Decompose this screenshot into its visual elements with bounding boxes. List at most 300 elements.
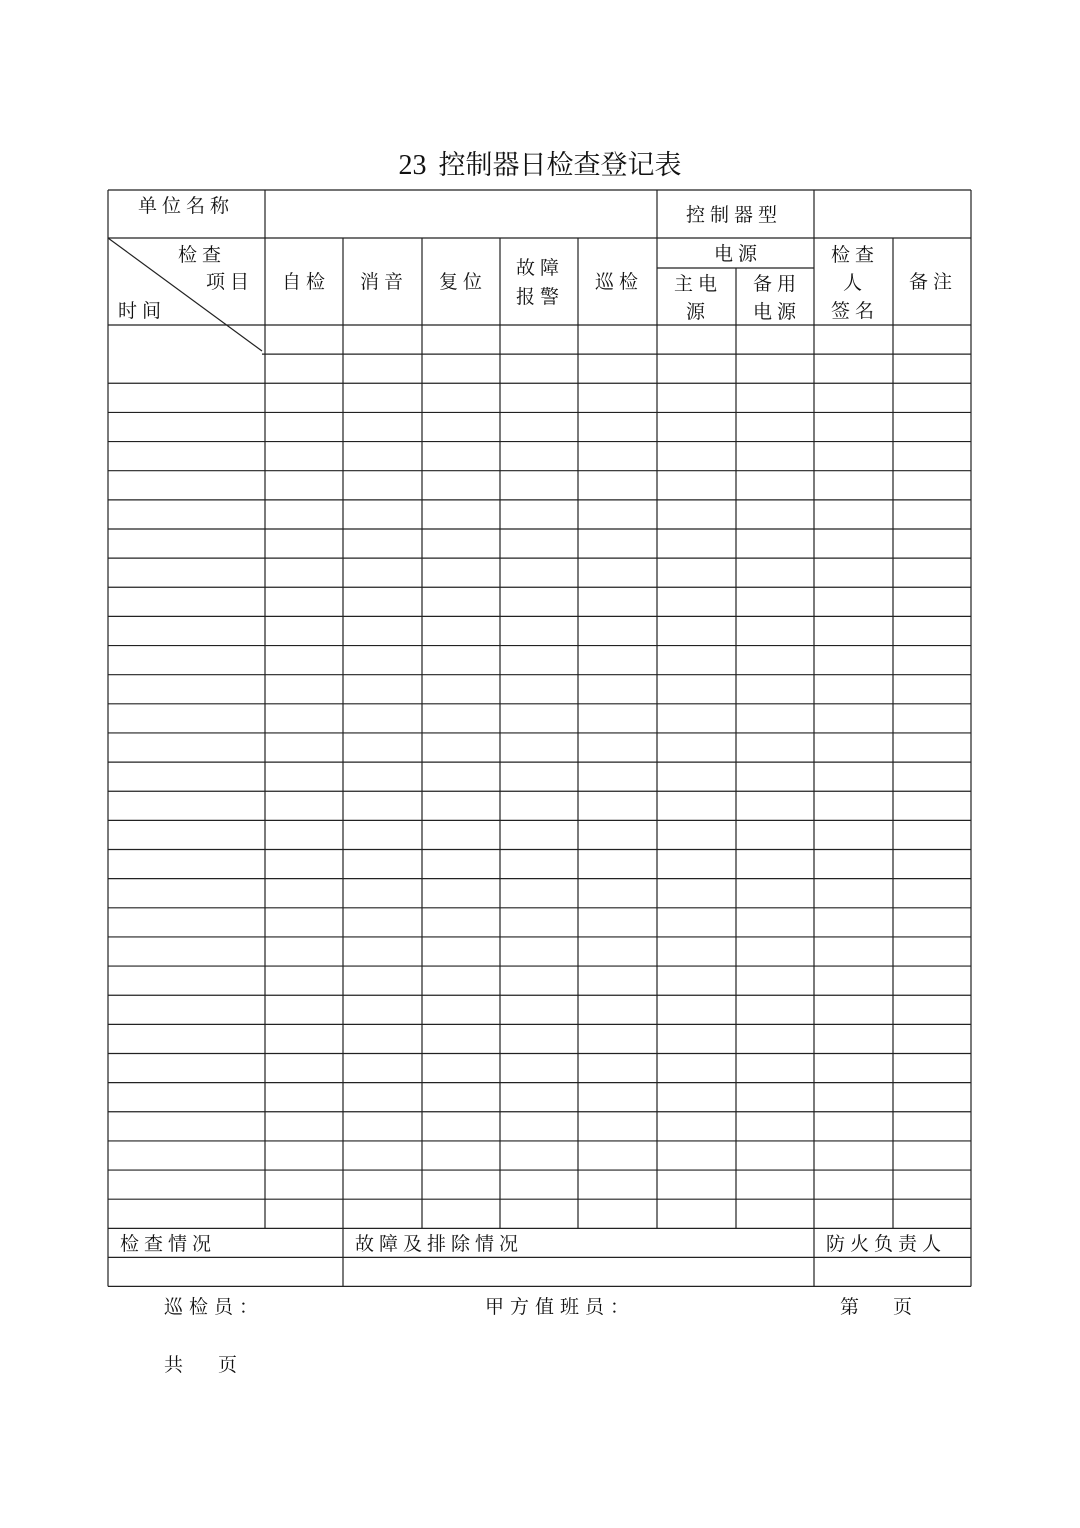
entry-cell[interactable] <box>658 501 735 528</box>
entry-cell[interactable] <box>579 705 656 732</box>
entry-cell[interactable] <box>737 763 813 790</box>
entry-cell[interactable] <box>815 851 892 878</box>
entry-cell[interactable] <box>815 443 892 470</box>
entry-cell[interactable] <box>109 676 264 703</box>
entry-cell[interactable] <box>815 1142 892 1169</box>
entry-cell[interactable] <box>737 938 813 965</box>
entry-cell[interactable] <box>109 792 264 819</box>
entry-cell[interactable] <box>579 326 656 353</box>
entry-cell[interactable] <box>815 705 892 732</box>
entry-cell[interactable] <box>423 1171 499 1198</box>
entry-cell[interactable] <box>815 1113 892 1140</box>
entry-cell[interactable] <box>423 1025 499 1052</box>
entry-cell[interactable] <box>423 617 499 644</box>
entry-cell[interactable] <box>423 588 499 615</box>
entry-cell[interactable] <box>344 1142 421 1169</box>
entry-cell[interactable] <box>579 1200 656 1227</box>
entry-cell[interactable] <box>815 938 892 965</box>
entry-cell[interactable] <box>423 909 499 936</box>
entry-cell[interactable] <box>109 1142 264 1169</box>
entry-cell[interactable] <box>815 559 892 586</box>
entry-cell[interactable] <box>266 909 342 936</box>
entry-cell[interactable] <box>658 617 735 644</box>
entry-cell[interactable] <box>344 384 421 411</box>
entry-cell[interactable] <box>423 1084 499 1111</box>
entry-cell[interactable] <box>579 938 656 965</box>
entry-cell[interactable] <box>737 734 813 761</box>
entry-cell[interactable] <box>815 967 892 994</box>
entry-cell[interactable] <box>894 734 970 761</box>
entry-cell[interactable] <box>344 792 421 819</box>
entry-cell[interactable] <box>109 588 264 615</box>
entry-cell[interactable] <box>109 705 264 732</box>
entry-cell[interactable] <box>579 355 656 382</box>
entry-cell[interactable] <box>344 705 421 732</box>
entry-cell[interactable] <box>579 559 656 586</box>
entry-cell[interactable] <box>658 938 735 965</box>
entry-cell[interactable] <box>266 384 342 411</box>
entry-cell[interactable] <box>658 1055 735 1082</box>
entry-cell[interactable] <box>501 996 577 1023</box>
entry-cell[interactable] <box>658 530 735 557</box>
entry-cell[interactable] <box>658 559 735 586</box>
entry-cell[interactable] <box>658 705 735 732</box>
entry-cell[interactable] <box>501 559 577 586</box>
entry-cell[interactable] <box>344 763 421 790</box>
entry-cell[interactable] <box>109 326 264 353</box>
entry-cell[interactable] <box>894 763 970 790</box>
entry-cell[interactable] <box>423 851 499 878</box>
entry-cell[interactable] <box>658 384 735 411</box>
entry-cell[interactable] <box>894 792 970 819</box>
entry-cell[interactable] <box>266 676 342 703</box>
entry-cell[interactable] <box>815 996 892 1023</box>
entry-cell[interactable] <box>579 1055 656 1082</box>
entry-cell[interactable] <box>737 1200 813 1227</box>
entry-cell[interactable] <box>266 1200 342 1227</box>
entry-cell[interactable] <box>737 821 813 848</box>
entry-cell[interactable] <box>579 851 656 878</box>
entry-cell[interactable] <box>658 472 735 499</box>
entry-cell[interactable] <box>501 763 577 790</box>
entry-cell[interactable] <box>894 617 970 644</box>
entry-cell[interactable] <box>344 938 421 965</box>
entry-cell[interactable] <box>658 763 735 790</box>
entry-cell[interactable] <box>501 880 577 907</box>
entry-cell[interactable] <box>266 443 342 470</box>
entry-cell[interactable] <box>501 384 577 411</box>
entry-cell[interactable] <box>423 821 499 848</box>
entry-cell[interactable] <box>737 472 813 499</box>
entry-cell[interactable] <box>815 617 892 644</box>
entry-cell[interactable] <box>658 880 735 907</box>
entry-cell[interactable] <box>344 530 421 557</box>
entry-cell[interactable] <box>266 647 342 674</box>
entry-cell[interactable] <box>815 588 892 615</box>
entry-cell[interactable] <box>815 1171 892 1198</box>
entry-cell[interactable] <box>423 384 499 411</box>
entry-cell[interactable] <box>344 1084 421 1111</box>
entry-cell[interactable] <box>579 617 656 644</box>
entry-cell[interactable] <box>658 851 735 878</box>
entry-cell[interactable] <box>658 1113 735 1140</box>
entry-cell[interactable] <box>579 792 656 819</box>
entry-cell[interactable] <box>579 413 656 440</box>
entry-cell[interactable] <box>737 530 813 557</box>
entry-cell[interactable] <box>109 763 264 790</box>
entry-cell[interactable] <box>344 821 421 848</box>
entry-cell[interactable] <box>894 996 970 1023</box>
entry-cell[interactable] <box>501 1171 577 1198</box>
entry-cell[interactable] <box>266 617 342 644</box>
entry-cell[interactable] <box>737 909 813 936</box>
entry-cell[interactable] <box>501 792 577 819</box>
entry-cell[interactable] <box>501 734 577 761</box>
entry-cell[interactable] <box>266 530 342 557</box>
entry-cell[interactable] <box>737 1084 813 1111</box>
entry-cell[interactable] <box>501 676 577 703</box>
entry-cell[interactable] <box>658 821 735 848</box>
entry-cell[interactable] <box>344 1025 421 1052</box>
entry-cell[interactable] <box>894 355 970 382</box>
entry-cell[interactable] <box>579 1084 656 1111</box>
entry-cell[interactable] <box>815 384 892 411</box>
entry-cell[interactable] <box>344 996 421 1023</box>
entry-cell[interactable] <box>894 1113 970 1140</box>
entry-cell[interactable] <box>737 1171 813 1198</box>
entry-cell[interactable] <box>894 443 970 470</box>
entry-cell[interactable] <box>423 443 499 470</box>
entry-cell[interactable] <box>344 734 421 761</box>
entry-cell[interactable] <box>658 909 735 936</box>
entry-cell[interactable] <box>266 996 342 1023</box>
entry-cell[interactable] <box>815 326 892 353</box>
entry-cell[interactable] <box>344 501 421 528</box>
entry-cell[interactable] <box>109 734 264 761</box>
entry-cell[interactable] <box>737 1113 813 1140</box>
entry-cell[interactable] <box>344 472 421 499</box>
entry-cell[interactable] <box>737 384 813 411</box>
entry-cell[interactable] <box>501 1025 577 1052</box>
entry-cell[interactable] <box>266 472 342 499</box>
entry-cell[interactable] <box>658 647 735 674</box>
entry-cell[interactable] <box>266 880 342 907</box>
entry-cell[interactable] <box>423 501 499 528</box>
entry-cell[interactable] <box>109 1171 264 1198</box>
entry-cell[interactable] <box>894 821 970 848</box>
entry-cell[interactable] <box>894 676 970 703</box>
entry-cell[interactable] <box>501 530 577 557</box>
entry-cell[interactable] <box>579 763 656 790</box>
entry-cell[interactable] <box>501 647 577 674</box>
entry-cell[interactable] <box>894 851 970 878</box>
entry-cell[interactable] <box>344 617 421 644</box>
entry-cell[interactable] <box>894 326 970 353</box>
entry-cell[interactable] <box>266 1084 342 1111</box>
entry-cell[interactable] <box>344 559 421 586</box>
entry-cell[interactable] <box>815 1025 892 1052</box>
entry-cell[interactable] <box>894 588 970 615</box>
entry-cell[interactable] <box>423 676 499 703</box>
entry-cell[interactable] <box>109 384 264 411</box>
entry-cell[interactable] <box>501 443 577 470</box>
entry-cell[interactable] <box>109 413 264 440</box>
entry-cell[interactable] <box>579 472 656 499</box>
entry-cell[interactable] <box>109 821 264 848</box>
entry-cell[interactable] <box>423 1055 499 1082</box>
entry-cell[interactable] <box>344 676 421 703</box>
entry-cell[interactable] <box>815 734 892 761</box>
entry-cell[interactable] <box>109 1113 264 1140</box>
entry-cell[interactable] <box>501 413 577 440</box>
entry-cell[interactable] <box>815 821 892 848</box>
entry-cell[interactable] <box>344 355 421 382</box>
entry-cell[interactable] <box>501 355 577 382</box>
entry-cell[interactable] <box>423 559 499 586</box>
entry-cell[interactable] <box>658 355 735 382</box>
entry-cell[interactable] <box>658 443 735 470</box>
entry-cell[interactable] <box>109 1055 264 1082</box>
entry-cell[interactable] <box>737 967 813 994</box>
entry-cell[interactable] <box>579 501 656 528</box>
entry-cell[interactable] <box>501 326 577 353</box>
entry-cell[interactable] <box>109 443 264 470</box>
entry-cell[interactable] <box>815 1084 892 1111</box>
entry-cell[interactable] <box>423 355 499 382</box>
entry-cell[interactable] <box>894 501 970 528</box>
entry-cell[interactable] <box>894 1084 970 1111</box>
entry-cell[interactable] <box>579 443 656 470</box>
entry-cell[interactable] <box>894 1142 970 1169</box>
entry-cell[interactable] <box>423 472 499 499</box>
entry-cell[interactable] <box>815 413 892 440</box>
entry-cell[interactable] <box>423 996 499 1023</box>
entry-cell[interactable] <box>423 1142 499 1169</box>
entry-cell[interactable] <box>815 909 892 936</box>
entry-cell[interactable] <box>894 1171 970 1198</box>
entry-cell[interactable] <box>737 617 813 644</box>
entry-cell[interactable] <box>658 1142 735 1169</box>
entry-cell[interactable] <box>737 501 813 528</box>
entry-cell[interactable] <box>579 1142 656 1169</box>
entry-cell[interactable] <box>737 851 813 878</box>
entry-cell[interactable] <box>737 443 813 470</box>
entry-cell[interactable] <box>579 530 656 557</box>
entry-cell[interactable] <box>501 967 577 994</box>
entry-cell[interactable] <box>501 1200 577 1227</box>
entry-cell[interactable] <box>658 996 735 1023</box>
entry-cell[interactable] <box>501 617 577 644</box>
entry-cell[interactable] <box>737 880 813 907</box>
entry-cell[interactable] <box>266 1142 342 1169</box>
entry-cell[interactable] <box>109 967 264 994</box>
entry-cell[interactable] <box>815 355 892 382</box>
entry-cell[interactable] <box>423 705 499 732</box>
entry-cell[interactable] <box>815 1200 892 1227</box>
entry-cell[interactable] <box>109 559 264 586</box>
entry-cell[interactable] <box>344 1171 421 1198</box>
entry-cell[interactable] <box>109 1200 264 1227</box>
entry-cell[interactable] <box>423 880 499 907</box>
entry-cell[interactable] <box>501 1055 577 1082</box>
entry-cell[interactable] <box>658 676 735 703</box>
entry-cell[interactable] <box>894 413 970 440</box>
entry-cell[interactable] <box>109 355 264 382</box>
entry-cell[interactable] <box>266 792 342 819</box>
entry-cell[interactable] <box>815 792 892 819</box>
entry-cell[interactable] <box>344 326 421 353</box>
entry-cell[interactable] <box>266 588 342 615</box>
entry-cell[interactable] <box>266 413 342 440</box>
entry-cell[interactable] <box>737 705 813 732</box>
entry-cell[interactable] <box>815 530 892 557</box>
entry-cell[interactable] <box>658 413 735 440</box>
entry-cell[interactable] <box>109 501 264 528</box>
entry-cell[interactable] <box>266 1055 342 1082</box>
entry-cell[interactable] <box>579 967 656 994</box>
entry-cell[interactable] <box>658 588 735 615</box>
entry-cell[interactable] <box>658 734 735 761</box>
entry-cell[interactable] <box>894 705 970 732</box>
entry-cell[interactable] <box>266 763 342 790</box>
entry-cell[interactable] <box>501 851 577 878</box>
entry-cell[interactable] <box>815 676 892 703</box>
entry-cell[interactable] <box>109 472 264 499</box>
entry-cell[interactable] <box>344 588 421 615</box>
entry-cell[interactable] <box>737 326 813 353</box>
entry-cell[interactable] <box>423 647 499 674</box>
entry-cell[interactable] <box>579 1113 656 1140</box>
entry-cell[interactable] <box>894 938 970 965</box>
entry-cell[interactable] <box>266 1113 342 1140</box>
entry-cell[interactable] <box>737 792 813 819</box>
entry-cell[interactable] <box>266 501 342 528</box>
entry-cell[interactable] <box>344 1055 421 1082</box>
entry-cell[interactable] <box>737 676 813 703</box>
entry-cell[interactable] <box>815 472 892 499</box>
entry-cell[interactable] <box>579 880 656 907</box>
entry-cell[interactable] <box>344 909 421 936</box>
entry-cell[interactable] <box>266 559 342 586</box>
entry-cell[interactable] <box>423 1113 499 1140</box>
entry-cell[interactable] <box>109 647 264 674</box>
entry-cell[interactable] <box>579 588 656 615</box>
entry-cell[interactable] <box>501 501 577 528</box>
entry-cell[interactable] <box>815 763 892 790</box>
entry-cell[interactable] <box>579 909 656 936</box>
entry-cell[interactable] <box>815 880 892 907</box>
entry-cell[interactable] <box>658 1200 735 1227</box>
entry-cell[interactable] <box>344 413 421 440</box>
entry-cell[interactable] <box>109 851 264 878</box>
entry-cell[interactable] <box>344 967 421 994</box>
entry-cell[interactable] <box>109 909 264 936</box>
entry-cell[interactable] <box>109 617 264 644</box>
entry-cell[interactable] <box>423 530 499 557</box>
entry-cell[interactable] <box>658 967 735 994</box>
entry-cell[interactable] <box>737 1025 813 1052</box>
entry-cell[interactable] <box>423 1200 499 1227</box>
entry-cell[interactable] <box>423 967 499 994</box>
entry-cell[interactable] <box>109 996 264 1023</box>
entry-cell[interactable] <box>109 1084 264 1111</box>
entry-cell[interactable] <box>423 326 499 353</box>
entry-cell[interactable] <box>579 1025 656 1052</box>
entry-cell[interactable] <box>894 1200 970 1227</box>
entry-cell[interactable] <box>266 1171 342 1198</box>
entry-cell[interactable] <box>344 647 421 674</box>
entry-cell[interactable] <box>266 326 342 353</box>
entry-cell[interactable] <box>501 1084 577 1111</box>
entry-cell[interactable] <box>894 384 970 411</box>
entry-cell[interactable] <box>501 472 577 499</box>
entry-cell[interactable] <box>658 326 735 353</box>
entry-cell[interactable] <box>894 967 970 994</box>
entry-cell[interactable] <box>501 821 577 848</box>
entry-cell[interactable] <box>344 443 421 470</box>
entry-cell[interactable] <box>579 676 656 703</box>
entry-cell[interactable] <box>266 355 342 382</box>
entry-cell[interactable] <box>501 588 577 615</box>
entry-cell[interactable] <box>737 996 813 1023</box>
entry-cell[interactable] <box>423 792 499 819</box>
entry-cell[interactable] <box>658 1084 735 1111</box>
entry-cell[interactable] <box>501 1113 577 1140</box>
entry-cell[interactable] <box>344 1200 421 1227</box>
entry-cell[interactable] <box>737 559 813 586</box>
entry-cell[interactable] <box>423 938 499 965</box>
entry-cell[interactable] <box>266 821 342 848</box>
entry-cell[interactable] <box>579 734 656 761</box>
entry-cell[interactable] <box>815 1055 892 1082</box>
entry-cell[interactable] <box>501 1142 577 1169</box>
entry-cell[interactable] <box>266 1025 342 1052</box>
entry-cell[interactable] <box>109 880 264 907</box>
entry-cell[interactable] <box>658 792 735 819</box>
entry-cell[interactable] <box>658 1025 735 1052</box>
entry-cell[interactable] <box>109 938 264 965</box>
entry-cell[interactable] <box>894 1025 970 1052</box>
entry-cell[interactable] <box>737 588 813 615</box>
entry-cell[interactable] <box>579 996 656 1023</box>
entry-cell[interactable] <box>501 705 577 732</box>
entry-cell[interactable] <box>579 647 656 674</box>
entry-cell[interactable] <box>423 734 499 761</box>
entry-cell[interactable] <box>109 1025 264 1052</box>
entry-cell[interactable] <box>894 647 970 674</box>
entry-cell[interactable] <box>344 880 421 907</box>
entry-cell[interactable] <box>894 909 970 936</box>
entry-cell[interactable] <box>109 530 264 557</box>
entry-cell[interactable] <box>894 880 970 907</box>
entry-cell[interactable] <box>658 1171 735 1198</box>
entry-cell[interactable] <box>894 559 970 586</box>
entry-cell[interactable] <box>266 967 342 994</box>
entry-cell[interactable] <box>815 647 892 674</box>
entry-cell[interactable] <box>579 384 656 411</box>
entry-cell[interactable] <box>266 705 342 732</box>
entry-cell[interactable] <box>344 851 421 878</box>
entry-cell[interactable] <box>737 413 813 440</box>
entry-cell[interactable] <box>737 1055 813 1082</box>
entry-cell[interactable] <box>501 938 577 965</box>
entry-cell[interactable] <box>737 647 813 674</box>
entry-cell[interactable] <box>501 909 577 936</box>
entry-cell[interactable] <box>579 821 656 848</box>
entry-cell[interactable] <box>423 413 499 440</box>
entry-cell[interactable] <box>266 938 342 965</box>
entry-cell[interactable] <box>894 1055 970 1082</box>
